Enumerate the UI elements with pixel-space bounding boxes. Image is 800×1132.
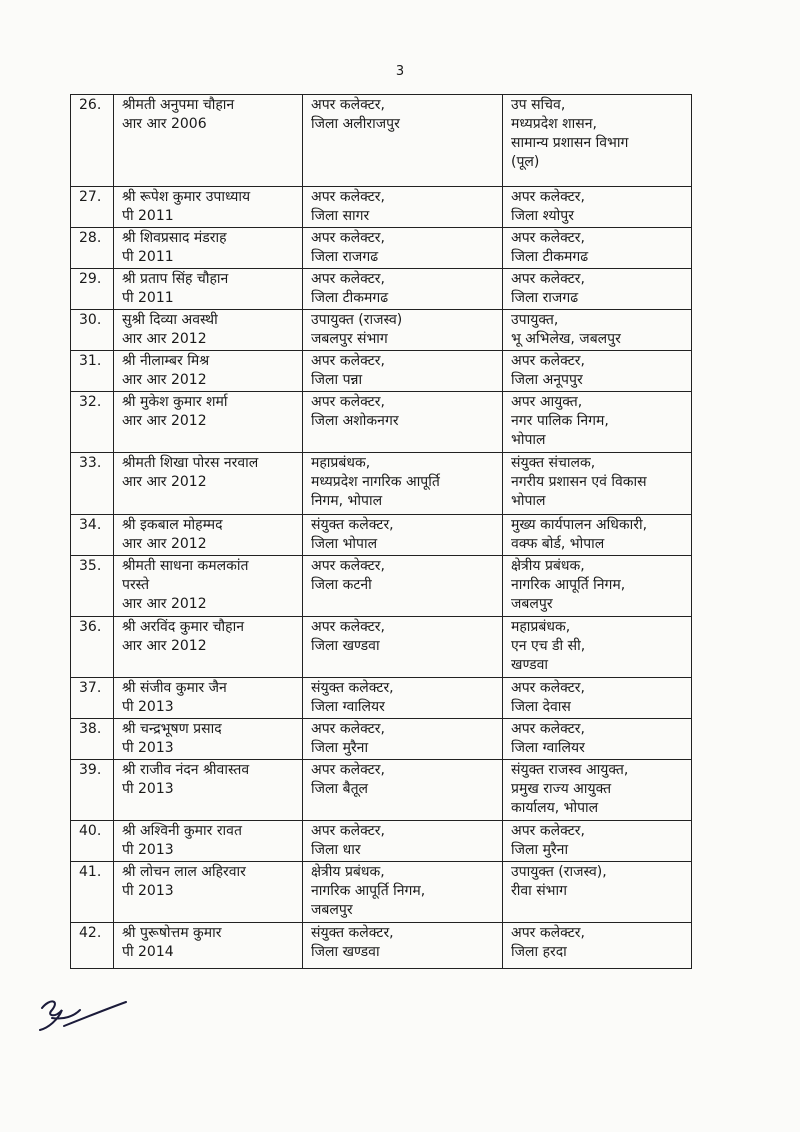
current-posting-line: संयुक्त कलेक्टर,	[311, 680, 394, 696]
new-posting-line: जिला अनूपपुर	[511, 372, 583, 388]
signature-mark	[34, 990, 134, 1040]
current-posting-line: अपर कलेक्टर,	[311, 558, 385, 574]
new-posting-line: जिला राजगढ	[511, 290, 579, 306]
officer-name-line: आर आर 2012	[122, 474, 207, 490]
officer-name-line: पी 2013	[122, 781, 174, 797]
new-posting-line: एन एच डी सी,	[511, 638, 586, 654]
officer-name	[114, 310, 303, 351]
new-posting	[503, 862, 692, 923]
current-posting-line: मध्यप्रदेश नागरिक आपूर्ति	[311, 474, 440, 490]
current-posting	[303, 821, 503, 862]
current-posting-line: अपर कलेक्टर,	[311, 271, 385, 287]
new-posting-line: जिला ग्वालियर	[511, 740, 585, 756]
officer-name	[114, 187, 303, 228]
new-posting-line: अपर आयुक्त,	[511, 394, 583, 410]
new-posting	[503, 228, 692, 269]
new-posting-line: भोपाल	[511, 432, 546, 448]
officer-name-line: श्री प्रताप सिंह चौहान	[122, 271, 229, 287]
serial-number: 39.	[71, 760, 114, 821]
officer-name	[114, 760, 303, 821]
serial-number: 32.	[71, 392, 114, 453]
table-row	[71, 862, 692, 923]
new-posting	[503, 453, 692, 515]
officer-name-line: श्रीमती अनुपमा चौहान	[122, 97, 235, 113]
table-row	[71, 95, 692, 187]
new-posting-line: कार्यालय, भोपाल	[511, 800, 599, 816]
current-posting-line: जिला अलीराजपुर	[311, 116, 400, 132]
new-posting	[503, 760, 692, 821]
new-posting-line: नगर पालिक निगम,	[511, 413, 609, 429]
new-posting-line: (पूल)	[511, 154, 540, 170]
officer-name-line: आर आर 2012	[122, 536, 207, 552]
new-posting-line: नगरीय प्रशासन एवं विकास	[511, 474, 647, 490]
current-posting-line: अपर कलेक्टर,	[311, 353, 385, 369]
new-posting-line: अपर कलेक्टर,	[511, 721, 585, 737]
current-posting	[303, 678, 503, 719]
officer-name-line: आर आर 2006	[122, 116, 207, 132]
serial-number: 38.	[71, 719, 114, 760]
new-posting	[503, 821, 692, 862]
officer-name	[114, 719, 303, 760]
current-posting-line: नागरिक आपूर्ति निगम,	[311, 883, 426, 899]
officer-name-line: पी 2013	[122, 883, 174, 899]
new-posting-line: संयुक्त राजस्व आयुक्त,	[511, 762, 629, 778]
serial-number: 33.	[71, 453, 114, 515]
officer-name-line: सुश्री दिव्या अवस्थी	[122, 312, 218, 328]
officer-name-line: आर आर 2012	[122, 638, 207, 654]
current-posting-line: जिला पन्ना	[311, 372, 363, 388]
new-posting-line: खण्डवा	[511, 657, 549, 673]
table-row	[71, 719, 692, 760]
officer-name-line: श्री चन्द्रभूषण प्रसाद	[122, 721, 222, 737]
serial-number: 27.	[71, 187, 114, 228]
current-posting	[303, 719, 503, 760]
current-posting	[303, 351, 503, 392]
table-row	[71, 821, 692, 862]
new-posting-line: सामान्य प्रशासन विभाग	[511, 135, 629, 151]
new-posting-line: अपर कलेक्टर,	[511, 271, 585, 287]
new-posting-line: जिला देवास	[511, 699, 571, 715]
officer-name-line: पी 2011	[122, 208, 174, 224]
serial-number: 42.	[71, 923, 114, 969]
officer-name-line: श्री राजीव नंदन श्रीवास्तव	[122, 762, 250, 778]
new-posting	[503, 678, 692, 719]
new-posting-line: उपायुक्त,	[511, 312, 559, 328]
current-posting-line: उपायुक्त (राजस्व)	[311, 312, 403, 328]
new-posting-line: वक्फ बोर्ड, भोपाल	[511, 536, 605, 552]
table-row	[71, 678, 692, 719]
officer-name-line: पी 2011	[122, 249, 174, 265]
table-row	[71, 392, 692, 453]
new-posting	[503, 269, 692, 310]
new-posting-line: नागरिक आपूर्ति निगम,	[511, 577, 626, 593]
officer-name-line: पी 2014	[122, 944, 174, 960]
current-posting-line: जिला सागर	[311, 208, 370, 224]
current-posting	[303, 392, 503, 453]
current-posting-line: जिला भोपाल	[311, 536, 378, 552]
officer-name	[114, 678, 303, 719]
table-body	[71, 95, 692, 969]
table-row	[71, 351, 692, 392]
table-row	[71, 760, 692, 821]
current-posting-line: अपर कलेक्टर,	[311, 189, 385, 205]
officer-name-line: श्रीमती शिखा पोरस नरवाल	[122, 455, 259, 471]
officer-name	[114, 95, 303, 187]
current-posting-line: जबलपुर	[311, 902, 353, 918]
current-posting-line: अपर कलेक्टर,	[311, 721, 385, 737]
new-posting	[503, 392, 692, 453]
officer-name	[114, 228, 303, 269]
current-posting	[303, 453, 503, 515]
officer-name-line: आर आर 2012	[122, 596, 207, 612]
table-row	[71, 269, 692, 310]
current-posting-line: महाप्रबंधक,	[311, 455, 371, 471]
current-posting-line: अपर कलेक्टर,	[311, 97, 385, 113]
new-posting	[503, 923, 692, 969]
serial-number: 37.	[71, 678, 114, 719]
officer-name-line: श्री नीलाम्बर मिश्र	[122, 353, 210, 369]
current-posting-line: अपर कलेक्टर,	[311, 619, 385, 635]
serial-number: 34.	[71, 515, 114, 556]
officer-name-line: श्री शिवप्रसाद मंडराह	[122, 230, 227, 246]
serial-number: 36.	[71, 617, 114, 678]
new-posting	[503, 310, 692, 351]
officer-name	[114, 392, 303, 453]
new-posting-line: अपर कलेक्टर,	[511, 925, 585, 941]
officer-name-line: श्री लोचन लाल अहिरवार	[122, 864, 246, 880]
officer-name-line: आर आर 2012	[122, 413, 207, 429]
current-posting-line: अपर कलेक्टर,	[311, 230, 385, 246]
officer-name	[114, 923, 303, 969]
table-row	[71, 453, 692, 515]
new-posting-line: अपर कलेक्टर,	[511, 230, 585, 246]
officer-name	[114, 617, 303, 678]
new-posting-line: जिला श्योपुर	[511, 208, 574, 224]
serial-number: 29.	[71, 269, 114, 310]
current-posting	[303, 95, 503, 187]
current-posting-line: जिला खण्डवा	[311, 944, 380, 960]
current-posting-line: क्षेत्रीय प्रबंधक,	[311, 864, 385, 880]
officer-name	[114, 269, 303, 310]
current-posting-line: जिला धार	[311, 842, 361, 858]
officer-name-line: पी 2013	[122, 740, 174, 756]
officer-name-line: परस्ते	[122, 577, 150, 593]
table-row	[71, 187, 692, 228]
current-posting	[303, 760, 503, 821]
table-row	[71, 617, 692, 678]
current-posting-line: निगम, भोपाल	[311, 493, 383, 509]
officer-name-line: श्री रूपेश कुमार उपाध्याय	[122, 189, 251, 205]
current-posting-line: जिला कटनी	[311, 577, 372, 593]
new-posting-line: जिला हरदा	[511, 944, 567, 960]
officer-name	[114, 821, 303, 862]
officer-name-line: आर आर 2012	[122, 372, 207, 388]
current-posting-line: जिला मुरैना	[311, 740, 369, 756]
current-posting-line: जिला राजगढ	[311, 249, 379, 265]
new-posting-line: अपर कलेक्टर,	[511, 353, 585, 369]
current-posting-line: जिला ग्वालियर	[311, 699, 385, 715]
new-posting-line: अपर कलेक्टर,	[511, 189, 585, 205]
officer-name-line: श्री इकबाल मोहम्मद	[122, 517, 223, 533]
current-posting	[303, 310, 503, 351]
new-posting-line: भू अभिलेख, जबलपुर	[511, 331, 621, 347]
new-posting-line: मध्यप्रदेश शासन,	[511, 116, 597, 132]
current-posting	[303, 617, 503, 678]
new-posting-line: जिला टीकमगढ	[511, 249, 589, 265]
current-posting-line: अपर कलेक्टर,	[311, 762, 385, 778]
current-posting-line: अपर कलेक्टर,	[311, 394, 385, 410]
new-posting-line: जिला मुरैना	[511, 842, 569, 858]
serial-number: 40.	[71, 821, 114, 862]
officer-name-line: श्री अश्विनी कुमार रावत	[122, 823, 242, 839]
new-posting-line: प्रमुख राज्य आयुक्त	[511, 781, 612, 797]
new-posting-line: मुख्य कार्यपालन अधिकारी,	[511, 517, 648, 533]
new-posting-line: महाप्रबंधक,	[511, 619, 571, 635]
new-posting-line: रीवा संभाग	[511, 883, 568, 899]
current-posting-line: जिला टीकमगढ	[311, 290, 389, 306]
current-posting-line: जबलपुर संभाग	[311, 331, 388, 347]
officer-name-line: श्री अरविंद कुमार चौहान	[122, 619, 244, 635]
serial-number: 28.	[71, 228, 114, 269]
table-row	[71, 228, 692, 269]
officer-name-line: आर आर 2012	[122, 331, 207, 347]
current-posting	[303, 556, 503, 617]
new-posting-line: उपायुक्त (राजस्व),	[511, 864, 607, 880]
table-row	[71, 310, 692, 351]
officer-name-line: श्री संजीव कुमार जैन	[122, 680, 227, 696]
page-number: 3	[395, 64, 405, 79]
table-row	[71, 515, 692, 556]
serial-number: 26.	[71, 95, 114, 187]
officer-name	[114, 515, 303, 556]
current-posting	[303, 515, 503, 556]
current-posting	[303, 862, 503, 923]
new-posting-line: उप सचिव,	[511, 97, 566, 113]
new-posting	[503, 351, 692, 392]
new-posting	[503, 515, 692, 556]
officer-name-line: पी 2011	[122, 290, 174, 306]
transfer-table	[70, 94, 692, 969]
officer-name-line: पी 2013	[122, 699, 174, 715]
new-posting	[503, 556, 692, 617]
table-row	[71, 923, 692, 969]
current-posting-line: संयुक्त कलेक्टर,	[311, 925, 394, 941]
current-posting-line: अपर कलेक्टर,	[311, 823, 385, 839]
serial-number: 35.	[71, 556, 114, 617]
officer-name-line: श्री मुकेश कुमार शर्मा	[122, 394, 228, 410]
new-posting	[503, 95, 692, 187]
officer-name	[114, 453, 303, 515]
serial-number: 30.	[71, 310, 114, 351]
new-posting-line: संयुक्त संचालक,	[511, 455, 596, 471]
officer-name-line: श्रीमती साधना कमलकांत	[122, 558, 249, 574]
new-posting-line: क्षेत्रीय प्रबंधक,	[511, 558, 585, 574]
current-posting	[303, 228, 503, 269]
current-posting-line: जिला खण्डवा	[311, 638, 380, 654]
officer-name-line: श्री पुरूषोत्तम कुमार	[122, 925, 222, 941]
officer-name	[114, 351, 303, 392]
new-posting-line: अपर कलेक्टर,	[511, 823, 585, 839]
table-row	[71, 556, 692, 617]
new-posting-line: भोपाल	[511, 493, 546, 509]
new-posting-line: जबलपुर	[511, 596, 553, 612]
current-posting	[303, 923, 503, 969]
new-posting	[503, 187, 692, 228]
new-posting	[503, 617, 692, 678]
current-posting	[303, 269, 503, 310]
officer-name	[114, 862, 303, 923]
serial-number: 41.	[71, 862, 114, 923]
officer-name-line: पी 2013	[122, 842, 174, 858]
current-posting	[303, 187, 503, 228]
serial-number: 31.	[71, 351, 114, 392]
current-posting-line: संयुक्त कलेक्टर,	[311, 517, 394, 533]
new-posting	[503, 719, 692, 760]
new-posting-line: अपर कलेक्टर,	[511, 680, 585, 696]
current-posting-line: जिला अशोकनगर	[311, 413, 399, 429]
officer-name	[114, 556, 303, 617]
current-posting-line: जिला बैतूल	[311, 781, 369, 797]
